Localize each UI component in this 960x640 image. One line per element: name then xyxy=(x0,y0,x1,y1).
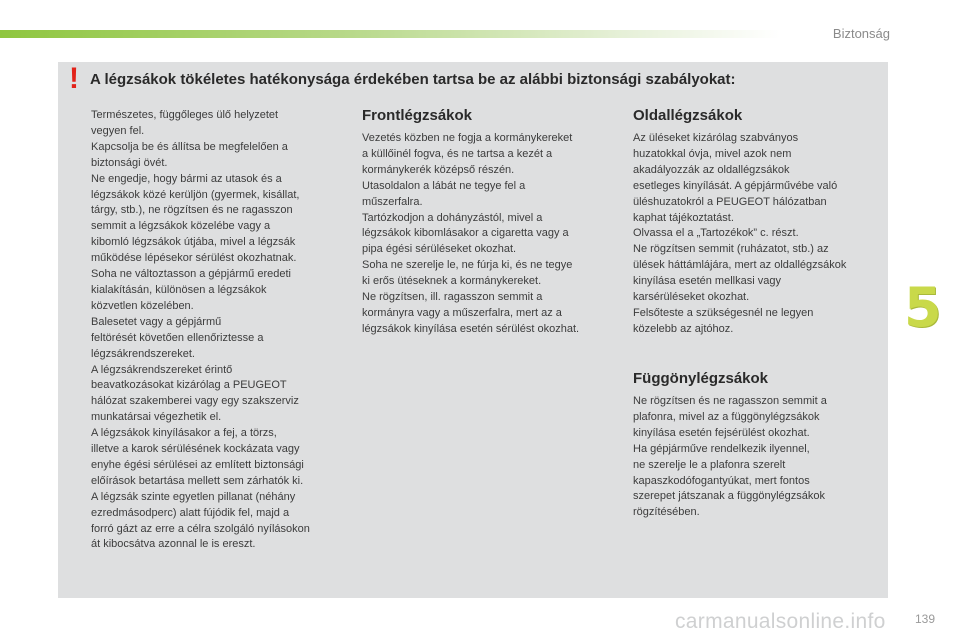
header-accent-bar xyxy=(0,30,780,38)
text-line: beavatkozásokat kizárólag a PEUGEOT xyxy=(91,379,287,392)
text-line: légzsákok kinyílása esetén sérülést okozhat. xyxy=(362,322,580,335)
text-line: tárgy, stb.), ne rögzítsen és ne ragasszon xyxy=(91,204,293,217)
text-line: ne szerelje le a plafonra szerelt xyxy=(633,458,786,471)
text-line: Vezetés közben ne fogja a kormánykereket xyxy=(362,132,573,144)
text-line: Az üléseket kizárólag szabványos xyxy=(633,132,799,144)
text-line: légzsákok kibomlásakor a cigaretta vagy a xyxy=(362,227,569,240)
text-line: feltörését követően ellenőriztesse a xyxy=(91,331,264,344)
text-line: működése lépésekor sérülést okozhatnak. xyxy=(91,252,297,265)
text-line: forró gázt az erre a célra szolgáló nyílásokon xyxy=(91,522,310,535)
text-line: előírások betartása mellett sem zárhatók ki. xyxy=(91,474,304,487)
text-line: Olvassa el a „Tartozékok” c. részt. xyxy=(633,227,799,240)
text-line: műszerfalra. xyxy=(362,195,423,208)
text-line: közvetlen közelében. xyxy=(91,299,194,312)
text-line: Soha ne változtasson a gépjármű eredeti xyxy=(91,268,291,281)
text-line: üléshuzatokról a PEUGEOT hálózatban xyxy=(633,195,827,208)
text-line: huzatokkal óvja, mivel azok nem xyxy=(633,147,792,160)
text-line: hálózat szakemberei vagy egy szakszerviz xyxy=(91,395,299,408)
text-line: kapaszkodófogantyúkat, mert fontos xyxy=(633,474,810,487)
front-airbags-column xyxy=(362,107,612,338)
text-line: kinyílása esetén mellkasi vagy xyxy=(633,275,781,288)
text-line: légzsákok közé kerüljön (gyermek, kisállat, xyxy=(91,188,300,201)
text-line: Természetes, függőleges ülő helyzetet xyxy=(91,109,279,121)
text-line: Balesetet vagy a gépjármű xyxy=(91,315,222,328)
text-line: illetve a karok sérülésének kockázata vagy xyxy=(91,443,300,456)
side-airbags-title: Oldallégzsákok xyxy=(633,107,743,124)
section-title: Biztonság xyxy=(832,26,890,41)
page-number: 139 xyxy=(915,612,936,626)
text-line: kibomló légzsákok útjába, mivel a légzsák xyxy=(91,236,296,249)
side-airbags-column xyxy=(633,107,878,338)
curtain-airbags-column xyxy=(633,370,873,521)
text-line: Tartózkodjon a dohányzástól, mivel a xyxy=(362,211,543,224)
text-line: Ne engedje, hogy bármi az utasok és a xyxy=(91,172,282,185)
text-line: biztonsági övét. xyxy=(91,156,168,169)
text-line: kaphat tájékoztatást. xyxy=(633,211,734,224)
general-rules-column xyxy=(91,108,346,553)
text-line: karsérüléseket okozhat. xyxy=(633,291,750,304)
text-line: át kibocsátva azonnal le is ereszt. xyxy=(91,538,256,551)
text-line: légzsákrendszereket. xyxy=(91,347,195,360)
text-line: esetleges kinyílását. A gépjárművébe való xyxy=(633,179,838,192)
text-line: Utasoldalon a lábát ne tegye fel a xyxy=(362,179,526,192)
text-line: kormánykerék középső részén. xyxy=(362,163,515,176)
text-line: Ne rögzítsen semmit (ruházatot, stb.) az xyxy=(633,243,829,256)
text-line: a küllőinél fogva, és ne tartsa a kezét a xyxy=(362,147,553,160)
text-line: Felsőteste a szükségesnél ne legyen xyxy=(633,306,814,319)
text-line: közelebb az ajtóhoz. xyxy=(633,322,734,335)
text-line: enyhe égési sérülései az említett biztonsági xyxy=(91,458,304,471)
text-line: A légzsák szinte egyetlen pillanat (néhány xyxy=(91,490,296,503)
text-line: kialakításán, különösen a légzsákok xyxy=(91,283,267,296)
warning-icon: ! xyxy=(69,62,79,95)
text-line: kormányra vagy a műszerfalra, mert az a xyxy=(362,306,562,319)
text-line: rögzítésében. xyxy=(633,506,700,519)
text-line: akadályozzák az oldallégzsákok xyxy=(633,163,790,176)
chapter-number: 5 xyxy=(904,276,942,339)
text-line: Ha gépjárműve rendelkezik ilyennel, xyxy=(633,442,810,455)
text-line: szerepet játszanak a függönylégzsákok xyxy=(633,490,826,503)
text-line: ülések háttámlájára, mert az oldallégzsákok xyxy=(633,259,847,272)
front-airbags-title: Frontlégzsákok xyxy=(362,107,473,124)
text-line: Ne rögzítsen és ne ragasszon semmit a xyxy=(633,395,827,407)
curtain-airbags-title: Függönylégzsákok xyxy=(633,370,769,387)
text-line: ki erős ütéseknek a kormánykereket. xyxy=(362,275,542,288)
watermark: carmanualsonline.info xyxy=(675,610,886,633)
text-line: Ne rögzítsen, ill. ragasszon semmit a xyxy=(362,291,543,304)
text-line: kinyílása esetén fejsérülést okozhat. xyxy=(633,426,810,439)
text-line: Soha ne szerelje le, ne fúrja ki, és ne tegye xyxy=(362,259,573,272)
text-line: A légzsákok kinyílásakor a fej, a törzs, xyxy=(91,427,277,440)
text-line: pipa égési sérüléseket okozhat. xyxy=(362,243,517,256)
text-line: Kapcsolja be és állítsa be megfelelően a xyxy=(91,140,288,153)
text-line: A légzsákrendszereket érintő xyxy=(91,363,233,376)
text-line: ezredmásodperc) alatt fújódik fel, majd a xyxy=(91,506,290,519)
warning-headline: A légzsákok tökéletes hatékonysága érdekében tartsa be az alábbi biztonsági szabályokat: xyxy=(90,71,736,88)
text-line: vegyen fel. xyxy=(91,124,145,137)
text-line: munkatársai végezhetik el. xyxy=(91,411,222,424)
text-line: semmit a légzsákok közelébe vagy a xyxy=(91,220,271,233)
text-line: plafonra, mivel az a függönylégzsákok xyxy=(633,410,820,423)
